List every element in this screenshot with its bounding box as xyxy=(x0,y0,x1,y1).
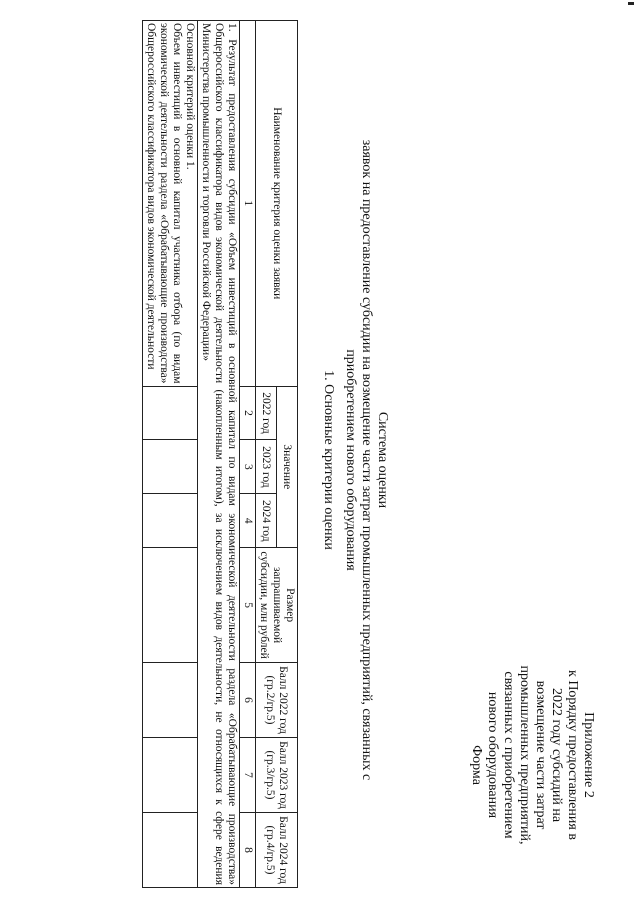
column-number: 6 xyxy=(240,663,256,738)
column-number: 8 xyxy=(240,812,256,887)
header-year-2022: 2022 год xyxy=(256,386,277,440)
appendix-line: возмещение части затрат xyxy=(533,680,548,830)
header-score-2024: Балл 2024 год (гр.4/гр.5) xyxy=(256,812,298,887)
column-number: 3 xyxy=(240,440,256,494)
value-2023-cell xyxy=(143,440,198,494)
header-score-2023: Балл 2023 год (гр.3/гр.5) xyxy=(256,737,298,812)
criterion-cell xyxy=(143,21,198,387)
header-subsidy-size: Размер запрашиваемой субсидии, млн рублей xyxy=(256,548,298,663)
appendix-line: связанных с приобретением xyxy=(501,671,516,839)
header-value-group: Значение xyxy=(277,386,298,548)
value-2024-cell xyxy=(143,494,198,548)
criterion-text: Объем инвестиций в основной капитал участника отбора (по видам экономической деятельности раздела «Обрабатывающие производства» Общероссийского классификатора видов экономической деятельности xyxy=(145,23,183,384)
title-line: Система оценки xyxy=(375,411,390,509)
header-score-2022: Балл 2022 год (гр.2/гр.5) xyxy=(256,663,298,738)
title-line: приобретением нового оборудования xyxy=(343,349,358,571)
appendix-line: к Порядку предоставления в xyxy=(565,670,580,840)
score-2022-cell xyxy=(143,663,198,738)
score-2024-cell xyxy=(143,812,198,887)
appendix-line: нового оборудования xyxy=(485,691,500,819)
appendix-header xyxy=(484,620,596,890)
appendix-line: Приложение 2 xyxy=(581,712,596,798)
appendix-line: промышленных предприятий, xyxy=(517,665,532,845)
criterion-title: Основной критерий оценки 1. xyxy=(184,23,196,170)
column-number: 5 xyxy=(240,548,256,663)
criteria-table xyxy=(142,20,298,888)
column-number: 1 xyxy=(240,21,256,387)
column-number: 4 xyxy=(240,494,256,548)
form-label: Форма xyxy=(469,745,484,785)
title-line: заявок на предоставление субсидии на возмещение части затрат промышленных предприятий, связанных с xyxy=(359,139,374,781)
column-number: 7 xyxy=(240,737,256,812)
appendix-line: 2022 году субсидий на xyxy=(549,687,564,823)
column-number: 2 xyxy=(240,386,256,440)
result-row: 1. Результат предоставления субсидии «Объем инвестиций в основной капитал по видам экономической деятельности раздела «Обрабатывающие производства» Общероссийского классификатора видов экономической деятельности (накопленным итогом), за исключением видов деятельности, не относящихся к сфере ведения Министерства промышленности и торговли Российской Федерации» xyxy=(198,21,240,888)
header-year-2024: 2024 год xyxy=(256,494,277,548)
header-criterion-name: Наименование критерия оценки заявки xyxy=(256,21,298,387)
subsidy-size-cell xyxy=(143,548,198,663)
section-title: 1. Основные критерии оценки xyxy=(321,370,336,550)
header-year-2023: 2023 год xyxy=(256,440,277,494)
score-2023-cell xyxy=(143,737,198,812)
document-title xyxy=(342,30,390,890)
value-2022-cell xyxy=(143,386,198,440)
